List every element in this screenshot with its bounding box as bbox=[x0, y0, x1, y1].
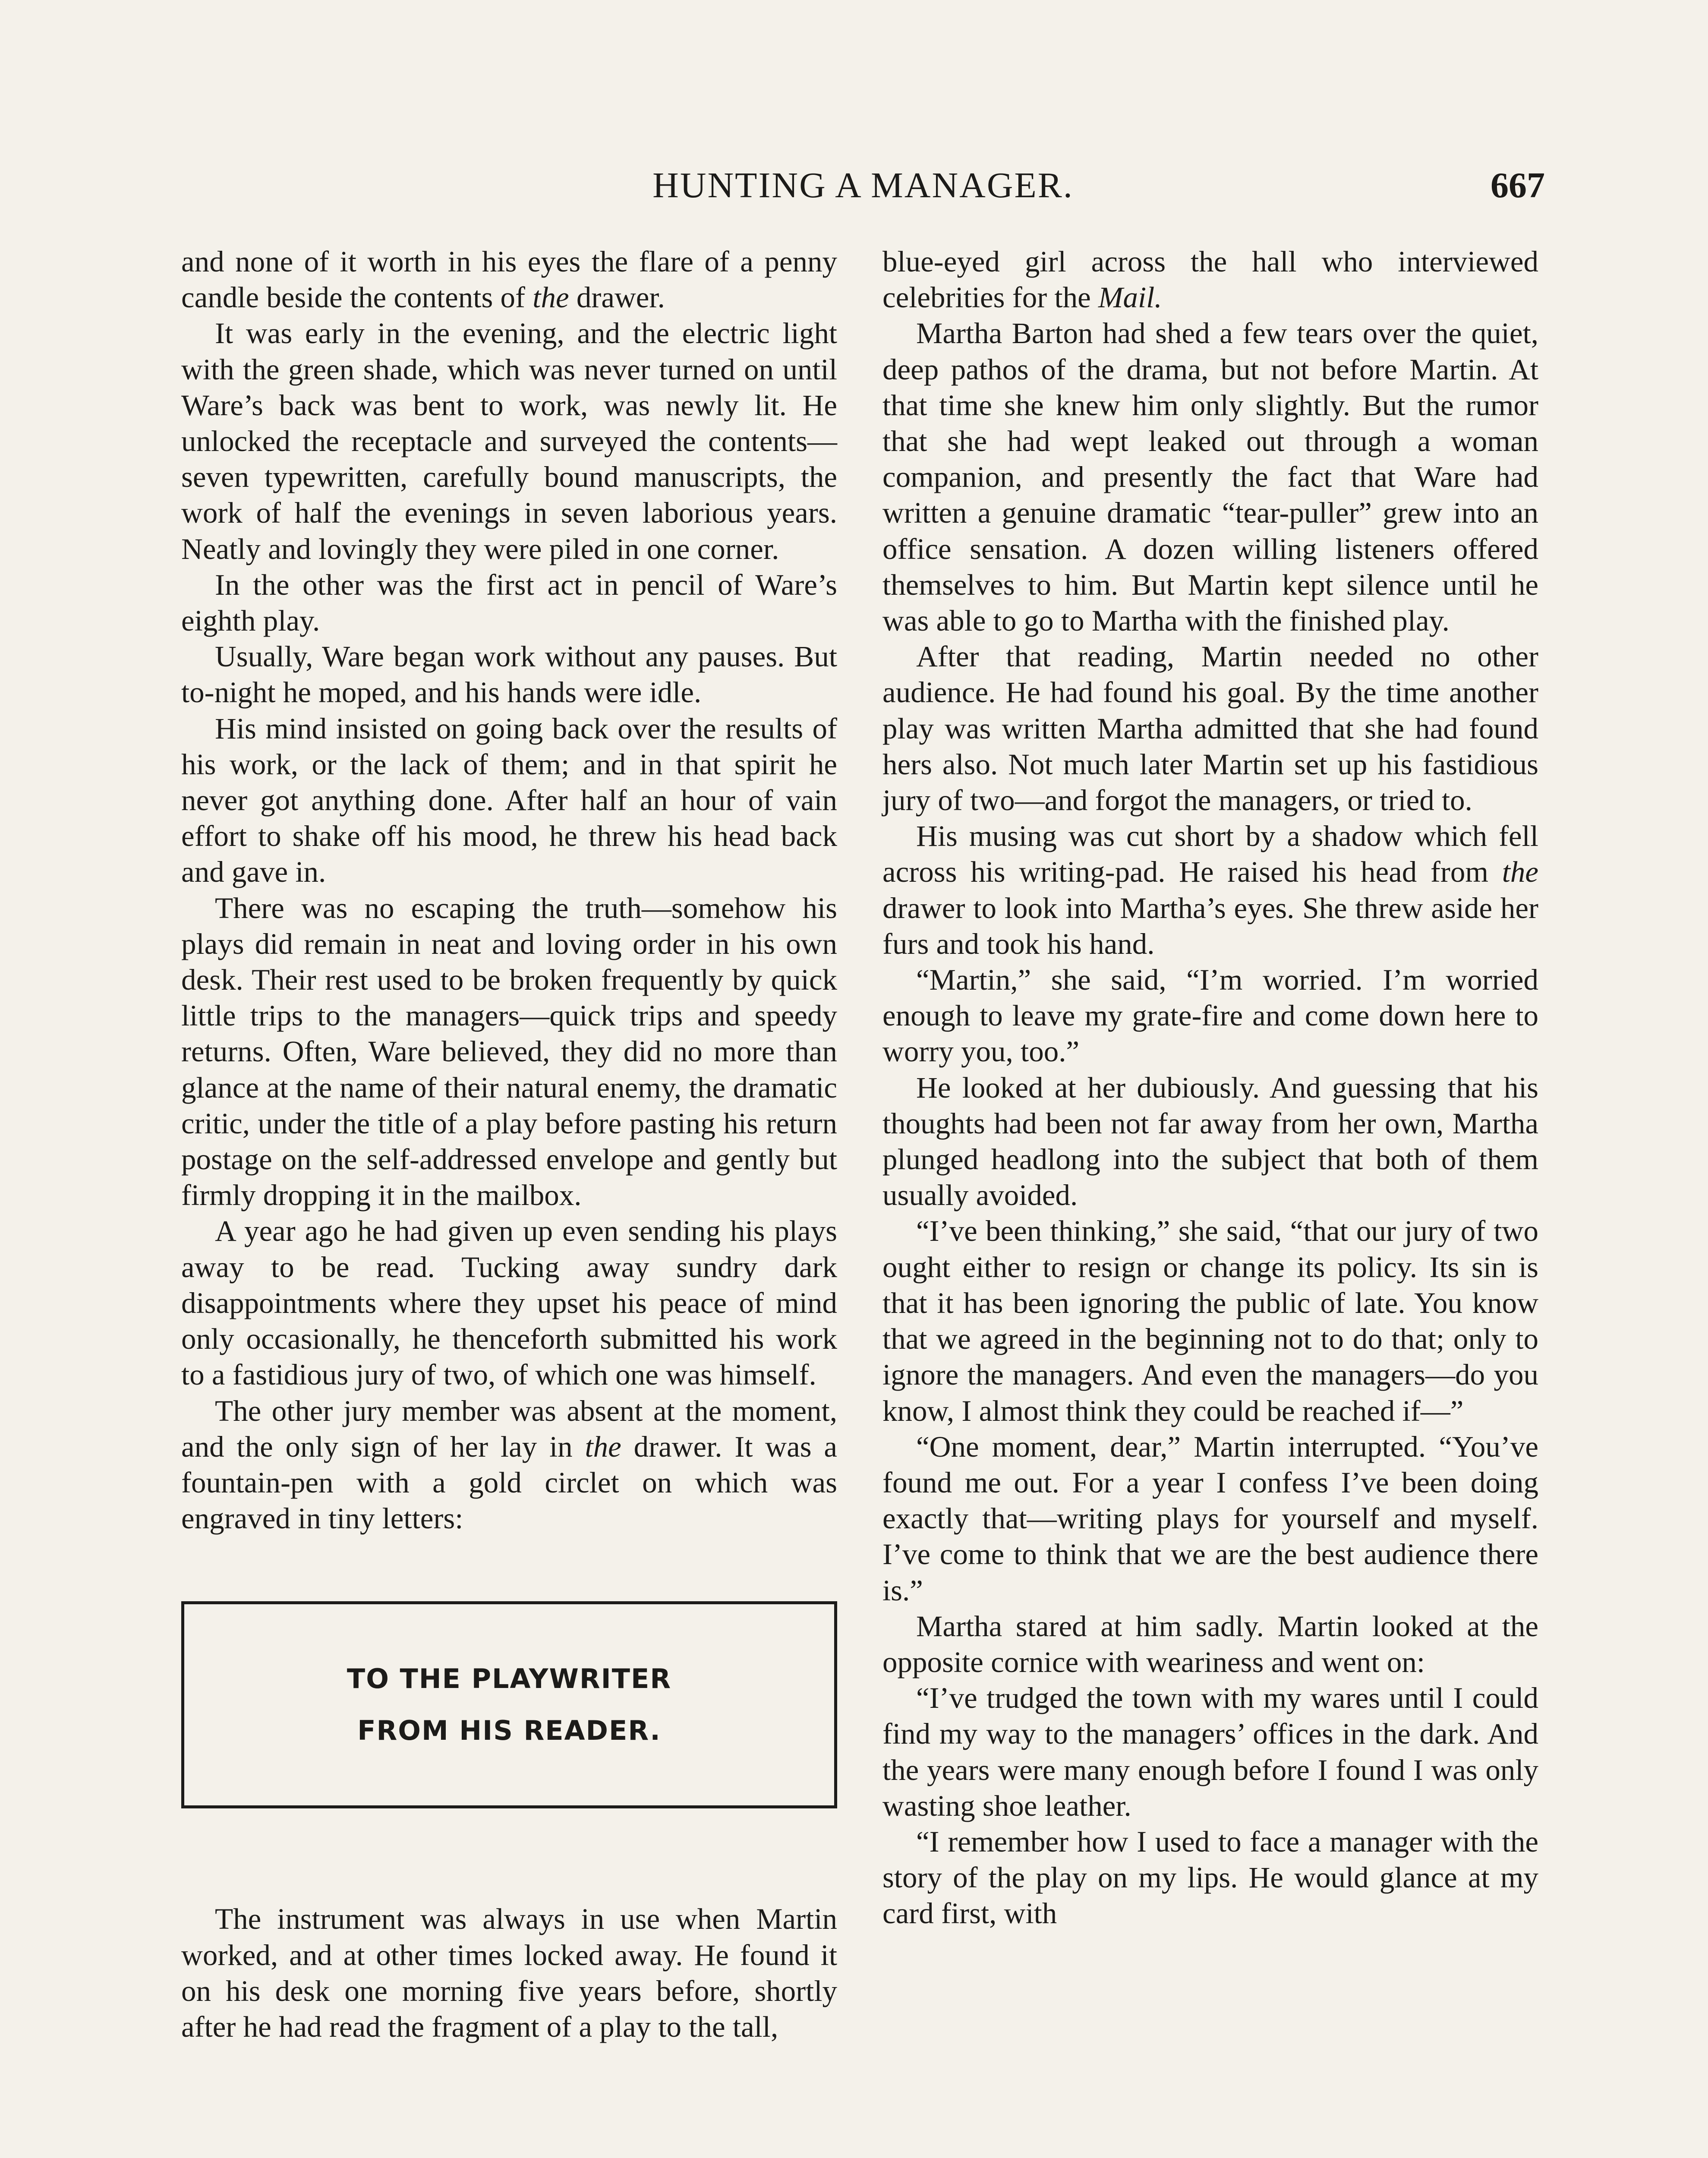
paragraph: He looked at her dubiously. And guessing that his thoughts had been not far away from her own, Martha plunged headlong into the subject that both of them usually avoided. bbox=[882, 1071, 1538, 1212]
paragraph: After that reading, Martin needed no other audience. He had found his goal. By the time another play was written Martha admitted that she had found hers also. Not much later Martin set up his fastidious jury of two—and forgot the managers, or tried to. bbox=[882, 640, 1538, 817]
paragraph: and none of it worth in his eyes the flare of a penny candle beside the contents of the drawer. bbox=[181, 245, 837, 314]
paragraph: The other jury member was absent at the moment, and the only sign of her lay in the drawer. It was a fountain-pen with a gold circlet on which was engraved in tiny letters: bbox=[181, 1394, 837, 1535]
paragraph: “I remember how I used to face a manager with the story of the play on my lips. He would glance at my card first, with bbox=[882, 1825, 1538, 1930]
paragraph: There was no escaping the truth—somehow his plays did remain in neat and loving order in his own desk. Their rest used to be broken frequently by quick little trips to the managers—quick trips and speedy returns. Often, Ware believed, they did no more than glance at the name of their natural enemy, the dramatic critic, under the title of a play before pasting his return postage on the self-addressed envelope and gently but firmly dropping it in the mailbox. bbox=[181, 891, 837, 1212]
paragraph: blue-eyed girl across the hall who interviewed celebrities for the Mail. bbox=[882, 245, 1538, 314]
paragraph: It was early in the evening, and the electric light with the green shade, which was never turned on until Ware’s back was bent to work, was newly lit. He unlocked the receptacle and surveyed the contents—seven typewritten, carefully bound manuscripts, the work of half the evenings in seven laborious years. Neatly and lovingly they were piled in one corner. bbox=[181, 317, 837, 565]
paragraph: Martha stared at him sadly. Martin looked at the opposite cornice with weariness and went on: bbox=[882, 1609, 1538, 1678]
paragraph: “I’ve been thinking,” she said, “that our jury of two ought either to resign or change its policy. Its sin is that it has been ignoring the public of late. You know that we agreed in the beginning not to do that; only to ignore the managers. And even the managers—do you know, I almost think they could be reached if—” bbox=[882, 1215, 1538, 1427]
paragraph: In the other was the first act in pencil of Ware’s eighth play. bbox=[181, 568, 837, 637]
right-column bbox=[882, 244, 1538, 1932]
page-number: 667 bbox=[1491, 165, 1545, 205]
paragraph: Usually, Ware began work without any pauses. But to-night he moped, and his hands were idle. bbox=[181, 640, 837, 709]
inscription-box bbox=[181, 1601, 837, 1808]
paragraph: A year ago he had given up even sending his plays away to be read. Tucking away sundry dark disappointments where they upset his peace of mind only occasionally, he thenceforth submitted his work to a fastidious jury of two, of which one was himself. bbox=[181, 1215, 837, 1391]
paragraph: Martha Barton had shed a few tears over the quiet, deep pathos of the drama, but not before Martin. At that time she knew him only slightly. But the rumor that she had wept leaked out through a woman companion, and presently the fact that Ware had written a genuine dramatic “tear-puller” grew into an office sensation. A dozen willing listeners offered themselves to him. But Martin kept silence until he was able to go to Martha with the finished play. bbox=[882, 317, 1538, 637]
paragraph: The instrument was always in use when Martin worked, and at other times locked away. He found it on his desk one morning five years before, shortly after he had read the fragment of a play to the tall, bbox=[181, 1902, 837, 2043]
inscription-line: TO THE PLAYWRITER bbox=[347, 1663, 672, 1695]
paragraph: “One moment, dear,” Martin interrupted. “You’ve found me out. For a year I confess I’ve been doing exactly that—writing plays for yourself and myself. I’ve come to think that we are the best audience there is.” bbox=[882, 1430, 1538, 1607]
paragraph: His mind insisted on going back over the results of his work, or the lack of them; and in that spirit he never got anything done. After half an hour of vain effort to shake off his mood, he threw his head back and gave in. bbox=[181, 712, 837, 889]
paragraph: His musing was cut short by a shadow which fell across his writing-pad. He raised his head from the drawer to look into Martha’s eyes. She threw aside her furs and took his hand. bbox=[882, 820, 1538, 960]
left-column bbox=[181, 244, 837, 2045]
running-title: HUNTING A MANAGER. bbox=[652, 165, 1074, 205]
running-header bbox=[181, 162, 1545, 209]
paragraph: “Martin,” she said, “I’m worried. I’m worried enough to leave my grate-fire and come down here to worry you, too.” bbox=[882, 963, 1538, 1068]
inscription-line: FROM HIS READER. bbox=[357, 1715, 661, 1747]
paragraph: “I’ve trudged the town with my wares until I could find my way to the managers’ offices in the dark. And the years were many enough before I found I was only wasting shoe leather. bbox=[882, 1682, 1538, 1822]
